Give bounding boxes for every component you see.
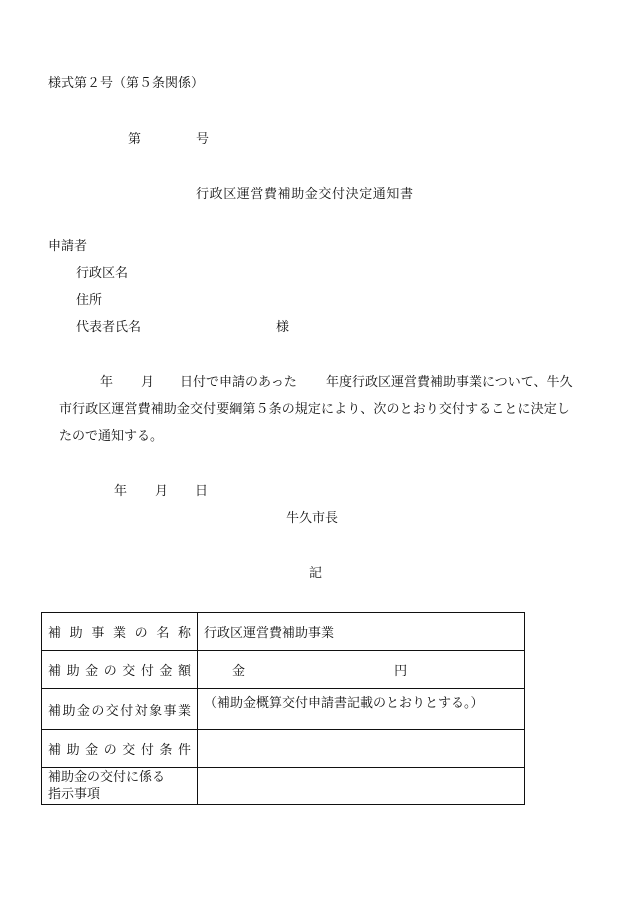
document-title: 行政区運営費補助金交付決定通知書 bbox=[196, 187, 414, 202]
table-label-cell bbox=[42, 730, 198, 768]
table-value-cell bbox=[198, 613, 525, 651]
doc-number-prefix: 第 bbox=[128, 132, 142, 147]
body-day-text: 日付で申請のあった bbox=[180, 375, 297, 390]
ki-marker: 記 bbox=[309, 566, 323, 581]
body-line2: 市行政区運営費補助金交付要綱第５条の規定により、次のとおり交付することに決定し bbox=[59, 402, 570, 417]
date-month: 月 bbox=[155, 484, 169, 499]
form-number: 様式第２号（第５条関係） bbox=[48, 76, 205, 91]
table-row bbox=[42, 613, 525, 651]
table-label-cell bbox=[42, 689, 198, 730]
date-year: 年 bbox=[114, 484, 128, 499]
district-name-label: 行政区名 bbox=[76, 266, 129, 281]
label-target-project: 補助金の交付対象事業 bbox=[48, 703, 191, 719]
applicant-heading: 申請者 bbox=[48, 239, 88, 254]
honorific-sama: 様 bbox=[276, 320, 290, 335]
table-row bbox=[42, 730, 525, 768]
address-label: 住所 bbox=[76, 293, 103, 308]
amount-suffix: 円 bbox=[394, 664, 408, 679]
table-value-cell bbox=[198, 689, 525, 730]
label-project-name: 補助事業の名称 bbox=[48, 626, 191, 641]
date-day: 日 bbox=[195, 484, 209, 499]
body-line1-rest: 年度行政区運営費補助事業について、牛久 bbox=[326, 375, 573, 390]
table-label-cell bbox=[42, 613, 198, 651]
value-target-project: （補助金概算交付申請書記載のとおりとする。） bbox=[204, 696, 484, 711]
label-grant-conditions: 補助金の交付条件 bbox=[48, 743, 191, 758]
table-label-cell bbox=[42, 768, 198, 805]
table-value-cell bbox=[198, 651, 525, 689]
body-line3: たので通知する。 bbox=[59, 429, 164, 444]
table-row bbox=[42, 651, 525, 689]
subsidy-details-table bbox=[41, 612, 525, 805]
doc-number-suffix: 号 bbox=[196, 132, 210, 147]
label-instructions-line1: 補助金の交付に係る bbox=[48, 770, 166, 785]
table-row bbox=[42, 689, 525, 730]
representative-name-label: 代表者氏名 bbox=[76, 320, 142, 335]
table-value-cell bbox=[198, 730, 525, 768]
table-label-cell bbox=[42, 651, 198, 689]
amount-prefix: 金 bbox=[232, 664, 246, 679]
issuer-mayor: 牛久市長 bbox=[286, 511, 339, 526]
label-instructions-line2: 指示事項 bbox=[48, 787, 101, 802]
table-value-cell bbox=[198, 768, 525, 805]
body-year: 年 bbox=[100, 375, 114, 390]
label-grant-amount: 補助金の交付金額 bbox=[48, 664, 191, 679]
value-project-name: 行政区運営費補助事業 bbox=[204, 626, 335, 641]
table-row bbox=[42, 768, 525, 805]
body-month: 月 bbox=[141, 375, 155, 390]
